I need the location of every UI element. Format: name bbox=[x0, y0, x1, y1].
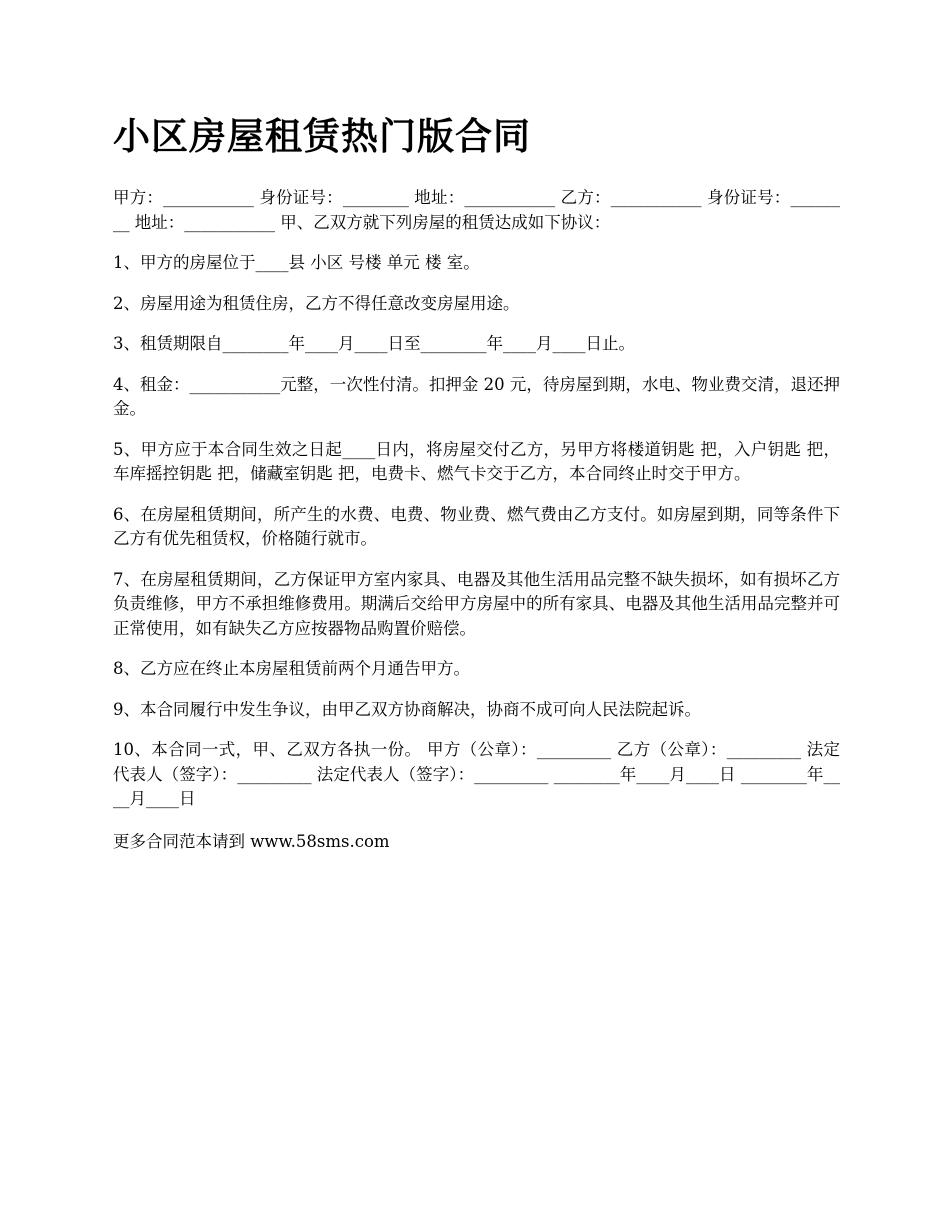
clause-9: 9、本合同履行中发生争议，由甲乙双方协商解决，协商不成可向人民法院起诉。 bbox=[113, 699, 701, 719]
clause-4: 4、租金：___________元整，一次性付清。扣押金 20 元，待房屋到期，水电、物业费交清，退还押金。 bbox=[113, 374, 840, 418]
clause-7: 7、在房屋租赁期间，乙方保证甲方室内家具、电器及其他生活用品完整不缺失损坏，如有损坏乙方负责维修，甲方不承担维修费用。期满后交给甲方房屋中的所有家具、电器及其他生活用品完整并可正常使用，如有缺失乙方应按器物品购置价赔偿。 bbox=[113, 569, 840, 638]
clause-1: 1、甲方的房屋位于____县 小区 号楼 单元 楼 室。 bbox=[113, 253, 480, 272]
clause-8: 8、乙方应在终止本房屋租赁前两个月通告甲方。 bbox=[113, 659, 470, 678]
intro-paragraph: 甲方：___________ 身份证号：________ 地址：___________ 乙方：___________ 身份证号：________ 地址：___________ 甲、乙双方就下列房屋的租赁达成如下协议： bbox=[113, 188, 840, 232]
clause-5: 5、甲方应于本合同生效之日起____日内，将房屋交付乙方，另甲方将楼道钥匙 把，入户钥匙 把，车库摇控钥匙 把，储藏室钥匙 把，电费卡、燃气卡交于乙方，本合同终止时交于甲方。 bbox=[113, 439, 840, 483]
document-title: 小区房屋租赁热门版合同 bbox=[113, 114, 531, 158]
contract-document bbox=[113, 112, 840, 870]
clause-3: 3、租赁期限自________年____月____日至________年____月____日止。 bbox=[113, 334, 635, 353]
clause-10: 10、本合同一式，甲、乙双方各执一份。 甲方（公章）：_________ 乙方（公章）：_________ 法定代表人（签字）：_________ 法定代表人（签字）：_________ ________年____月____日 ________年____月____日 bbox=[113, 740, 840, 808]
footer-link-text: 更多合同范本请到 www.58sms.com bbox=[113, 831, 390, 851]
clause-6: 6、在房屋租赁期间，所产生的水费、电费、物业费、燃气费由乙方支付。如房屋到期，同等条件下乙方有优先租赁权，价格随行就市。 bbox=[113, 504, 840, 548]
clause-2: 2、房屋用途为租赁住房，乙方不得任意改变房屋用途。 bbox=[113, 293, 520, 313]
